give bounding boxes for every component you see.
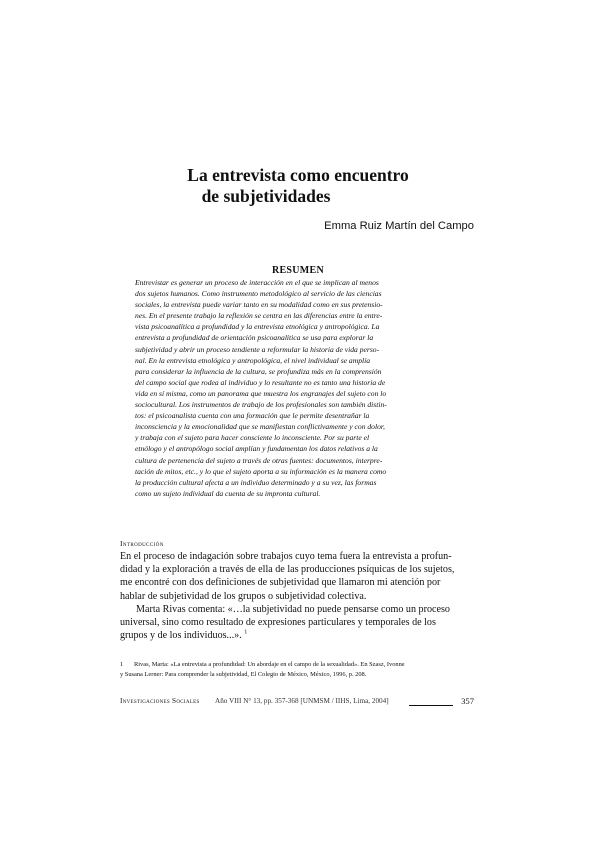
abstract-line: tación de mitos, etc., y lo que el sujeto aporta a su información es la manera como [135, 466, 387, 476]
page-number: 357 [461, 696, 474, 706]
abstract-line: la producción cultural afecta a un individuo determinado y a su vez, las formas [135, 477, 377, 487]
body-line: En el proceso de indagación sobre trabajos cuyo tema fuera la entrevista a profun- [120, 551, 452, 562]
abstract-line: subjetividad y abrir un proceso tendiente a reformular la historia de vida perso- [135, 344, 380, 354]
abstract-heading: RESUMEN [271, 265, 325, 276]
footnote-line [120, 670, 476, 680]
abstract-line: como un sujeto individual da cuenta de su impronta cultural. [135, 488, 321, 498]
section-heading: Introducción [120, 539, 164, 548]
body-line: universal, sino como resultado de expresiones particulares y temporales de los [120, 617, 436, 629]
abstract-line: dos sujetos humanos. Como instrumento metodológico al servicio de las ciencias [135, 289, 382, 299]
body-line: didad y la exploración a través de ella de las producciones psíquicas de los sujetos, [120, 564, 455, 576]
footnote [120, 660, 476, 680]
abstract-line: sociocultural. Los instrumentos de trabajo de los profesionales son también distin- [135, 400, 387, 410]
abstract-line: entrevista a profundidad de orientación psicoanalítica se usa para explorar la [135, 333, 374, 343]
abstract-line: nes. En el presente trabajo la reflexión se centra en las diferencias entre la entre- [135, 311, 383, 321]
abstract-line: vida en sí misma, como un panorama que muestra los engranajes del sujeto con lo [135, 388, 387, 398]
body-text [120, 550, 476, 642]
article-title-line-1: La entrevista como encuentro [187, 165, 409, 185]
abstract-line: del campo social que rodea al individuo y lo resultante no es tanto una historia de [135, 377, 386, 387]
article-title-line-2: de subjetividades [201, 186, 331, 206]
quote-line-end: grupos y de los individuos...». [120, 630, 242, 642]
abstract-line: inconsciencia y la emocionalidad que se manifiestan conflictivamente y con dolor, [135, 422, 385, 432]
issue-info: Año VIII N° 13, pp. 357-368 [UNMSM / IIHS, Lima, 2004] [215, 697, 389, 705]
footnote-text-2: y Susana Lerner: Para comprender la subjetividad, El Colegio de México, México, 1996, p. 208. [120, 671, 367, 678]
abstract-line: para considerar la influencia de la cultura, se profundiza más en la comprensión [135, 366, 382, 376]
footnote-text-1: Rivas, Marta: «La entrevista a profundidad: Un abordaje en el campo de la sexualidad». En Szasz, Ivonne [134, 661, 405, 668]
abstract-line: sociales, la entrevista puede variar tanto en su modalidad como en sus pretensio- [135, 300, 383, 310]
abstract-line: vista psicoanalítica a profundidad y la entrevista etnológica y antropológica. La [135, 322, 380, 332]
abstract-line: cultura de pertenencia del sujeto a través de otras fuentes: documentos, interpre- [135, 455, 383, 465]
body-line: me encontré con dos definiciones de subjetividad que llamaron mi atención por [120, 577, 441, 589]
page-footer [120, 697, 476, 709]
author-name: Emma Ruiz Martín del Campo [324, 220, 474, 232]
abstract-line: Entrevistar es generar un proceso de interacción en el que se implican al menos [135, 278, 379, 287]
abstract-line: y trabaja con el sujeto para hacer consciente lo inconsciente. Por su parte el [135, 433, 370, 443]
body-line: hablar de subjetividad de los grupos o subjetividad colectiva. [120, 590, 367, 602]
abstract-line: etnólogo y el antropólogo social amplían y fundamentan los datos relativos a la [135, 444, 378, 454]
abstract-line: tos: el psicoanalista cuenta con una formación que le permite desentrañar la [135, 411, 370, 421]
journal-name: Investigaciones Sociales [120, 697, 200, 705]
body-line: Marta Rivas comenta: «…la subjetividad no puede pensarse como un proceso [136, 603, 450, 615]
footer-rule [409, 705, 453, 706]
body-line [120, 629, 476, 642]
footnote-line [120, 660, 476, 670]
footnote-reference[interactable]: 1 [244, 629, 248, 636]
abstract-text [135, 277, 475, 499]
abstract-line: nal. En la entrevista etnológica y antropológica, el nivel individual se amplía [135, 355, 371, 365]
footnote-number: 1 [120, 661, 124, 668]
